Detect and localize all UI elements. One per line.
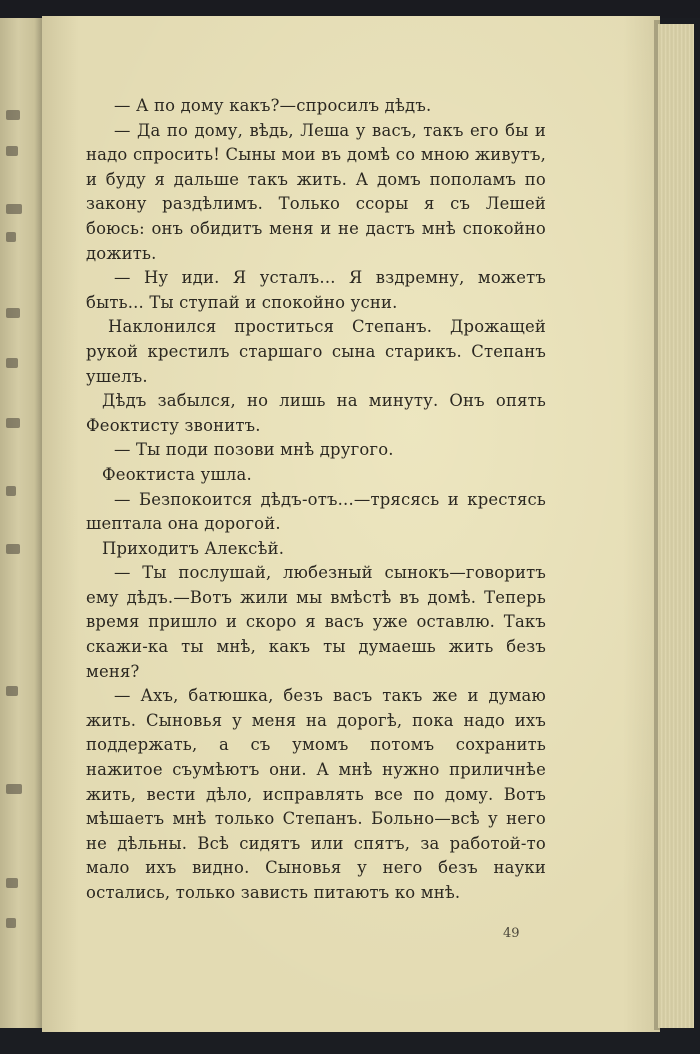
paragraph: — Да по дому, вѣдь, Леша у васъ, такъ его бы и надо спросить! Сыны мои въ домѣ со мною живутъ, и буду я дальше такъ жить. А домъ пополамъ по закону раздѣлимъ. Только ссоры я съ Лешей боюсь: онъ обидитъ меня и не дастъ мнѣ спокойно дожить. (86, 120, 546, 263)
paragraph: Приходитъ Алексѣй. (102, 538, 285, 558)
facing-page-text-fragment (6, 110, 20, 120)
paragraph: Дѣдъ забылся, но лишь на минуту. Онъ опять Феоктисту звонитъ. (86, 391, 546, 435)
facing-page-text-fragment (6, 918, 16, 928)
paragraph: — Ты поди позови мнѣ другого. (114, 440, 394, 460)
facing-page-text-fragment (6, 784, 22, 794)
paragraph: Наклонился проститься Степанъ. Дрожащей рукой крестилъ старшаго сына старикъ. Степанъ ушелъ. (86, 317, 546, 386)
paragraph: Феоктиста ушла. (102, 464, 252, 484)
paragraph: — Ты послушай, любезный сынокъ—говоритъ ему дѣдъ.—Вотъ жили мы вмѣстѣ въ домѣ. Теперь время пришло и скоро я васъ уже оставлю. Такъ скажи-ка ты мнѣ, какъ ты думаешь жить безъ меня? (86, 563, 546, 681)
facing-page-text-fragment (6, 686, 18, 696)
page-number: 49 (503, 926, 520, 941)
facing-page-text-fragment (6, 544, 20, 554)
paragraph: — А по дому какъ?—спросилъ дѣдъ. (114, 96, 432, 115)
facing-page-text-fragment (6, 418, 20, 428)
facing-page-text-fragment (6, 878, 18, 888)
paragraph: — Ахъ, батюшка, безъ васъ такъ же и думаю жить. Сыновья у меня на дорогѣ, пока надо ихъ поддержать, а съ умомъ потомъ сохранить нажитое съумѣютъ они. А мнѣ нужно приличнѣе жить, вести дѣло, исправлять все по дому. Вотъ мѣшаетъ мнѣ только Степанъ. Больно—всѣ у него не дѣльны. Всѣ сидятъ или спятъ, за работой-то мало ихъ видно. Сыновья у него безъ науки остались, только зависть питаютъ ко мнѣ. (86, 686, 546, 902)
facing-page-text-fragment (6, 204, 22, 214)
page-stack-edge (658, 24, 694, 1028)
facing-page-text-fragment (6, 308, 20, 318)
page-text (86, 94, 546, 906)
facing-page-text-fragment (6, 146, 18, 156)
paragraph: — Ну иди. Я усталъ... Я вздремну, можетъ быть... Ты ступай и спокойно усни. (86, 268, 546, 312)
facing-page-text-fragment (6, 358, 18, 368)
paragraph: — Безпокоится дѣдъ-отъ...—трясясь и крестясь шептала она дорогой. (86, 489, 546, 534)
facing-page-text-fragment (6, 486, 16, 496)
facing-page-edge (0, 18, 46, 1028)
facing-page-text-fragment (6, 232, 16, 242)
